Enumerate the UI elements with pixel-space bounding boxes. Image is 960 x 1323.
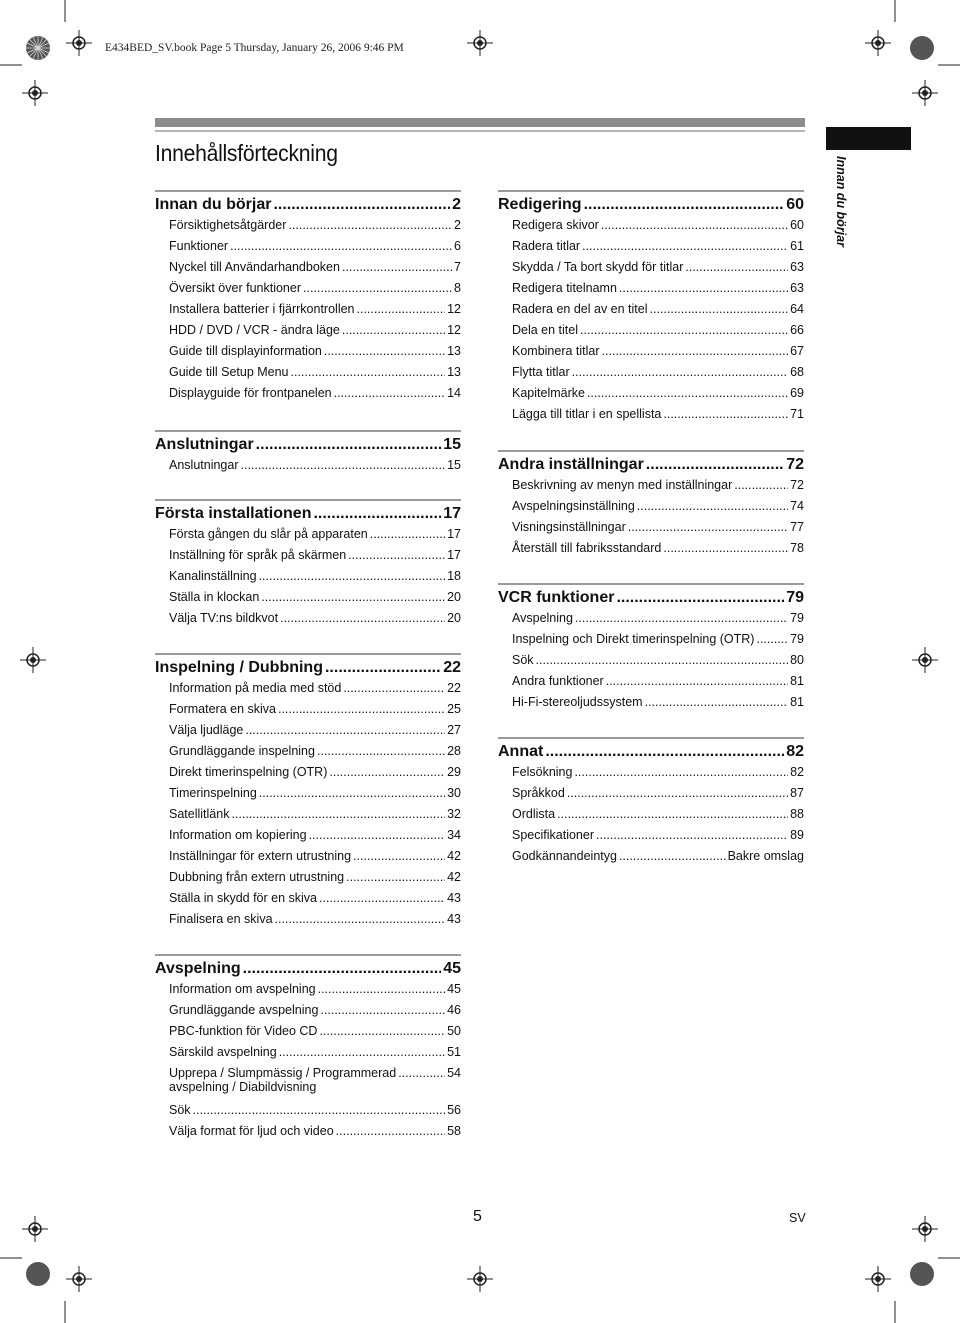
toc-item[interactable]: Kombinera titlar ..... 67 [498, 344, 804, 365]
toc-item[interactable]: PBC-funktion för Video CD ..... 50 [155, 1024, 461, 1045]
section-rule [155, 653, 461, 655]
toc-item[interactable]: Ordlista ..... 88 [498, 807, 804, 828]
toc-item[interactable]: Översikt över funktioner ..... 8 [155, 281, 461, 302]
toc-item[interactable]: Sök ..... 56 [155, 1103, 461, 1124]
toc-item[interactable]: Funktioner ..... 6 [155, 239, 461, 260]
toc-item[interactable]: Finalisera en skiva ..... 43 [155, 912, 461, 933]
toc-item[interactable]: Radera titlar ..... 61 [498, 239, 804, 260]
toc-item[interactable]: Upprepa / Slumpmässig / Programmerad avspelning / Diabildvisning ..... 54 [155, 1066, 461, 1103]
toc-item[interactable]: Andra funktioner ..... 81 [498, 674, 804, 695]
toc-item[interactable]: Dubbning från extern utrustning ..... 42 [155, 870, 461, 891]
section-heading[interactable]: Inspelning / Dubbning ..... 22 [155, 659, 461, 681]
registration-target-icon [865, 30, 891, 61]
toc-item[interactable]: Inställningar för extern utrustning ..... 42 [155, 849, 461, 870]
toc-item[interactable]: Inställning för språk på skärmen ..... 17 [155, 548, 461, 569]
section-heading[interactable]: Anslutningar ..... 15 [155, 436, 461, 458]
toc-item[interactable]: Ställa in skydd för en skiva ..... 43 [155, 891, 461, 912]
registration-circle-icon [908, 1260, 936, 1293]
toc-item[interactable]: Installera batterier i fjärrkontrollen ..... 12 [155, 302, 461, 323]
registration-circle-icon [908, 34, 936, 67]
toc-item[interactable]: Ställa in klockan ..... 20 [155, 590, 461, 611]
toc-item[interactable]: Guide till displayinformation ..... 13 [155, 344, 461, 365]
section-heading[interactable]: Redigering ..... 60 [498, 196, 804, 218]
section-heading[interactable]: Första installationen ..... 17 [155, 505, 461, 527]
registration-target-icon [66, 1266, 92, 1297]
section-rule [498, 450, 804, 452]
registration-target-icon [22, 1216, 48, 1247]
section-rule [155, 430, 461, 432]
toc-item[interactable]: Guide till Setup Menu ..... 13 [155, 365, 461, 386]
toc-item[interactable]: Avspelning ..... 79 [498, 611, 804, 632]
section-rule [155, 190, 461, 192]
toc-item[interactable]: Hi-Fi-stereoljudssystem ..... 81 [498, 695, 804, 716]
toc-section [155, 954, 461, 1145]
print-header: E434BED_SV.book Page 5 Thursday, January 26, 2006 9:46 PM [105, 42, 404, 54]
toc-item[interactable]: Lägga till titlar i en spellista ..... 71 [498, 407, 804, 428]
toc-item[interactable]: Särskild avspelning ..... 51 [155, 1045, 461, 1066]
toc-item[interactable]: Specifikationer ..... 89 [498, 828, 804, 849]
toc-item[interactable]: Skydda / Ta bort skydd för titlar ..... 63 [498, 260, 804, 281]
toc-item[interactable]: Kanalinställning ..... 18 [155, 569, 461, 590]
toc-item[interactable]: Visningsinställningar ..... 77 [498, 520, 804, 541]
toc-item[interactable]: Grundläggande inspelning ..... 28 [155, 744, 461, 765]
toc-item[interactable]: Avspelningsinställning ..... 74 [498, 499, 804, 520]
header-bar [155, 118, 805, 127]
section-heading[interactable]: Innan du börjar ..... 2 [155, 196, 461, 218]
toc-item[interactable]: Välja ljudläge ..... 27 [155, 723, 461, 744]
toc-item[interactable]: Godkännandeintyg ..... Bakre omslag [498, 849, 804, 870]
toc-item[interactable]: Felsökning ..... 82 [498, 765, 804, 786]
registration-target-icon [467, 30, 493, 61]
toc-item[interactable]: Flytta titlar ..... 68 [498, 365, 804, 386]
registration-target-icon [66, 30, 92, 61]
toc-item[interactable]: Redigera titelnamn ..... 63 [498, 281, 804, 302]
toc-item[interactable]: Välja TV:ns bildkvot ..... 20 [155, 611, 461, 632]
header-rule [155, 130, 805, 132]
page-title: Innehållsförteckning [155, 140, 338, 166]
toc-item[interactable]: Inspelning och Direkt timerinspelning (OTR) ..... 79 [498, 632, 804, 653]
toc-section [155, 499, 461, 632]
toc-item[interactable]: Redigera skivor ..... 60 [498, 218, 804, 239]
toc-item[interactable]: Anslutningar ..... 15 [155, 458, 461, 479]
toc-item[interactable]: Sök ..... 80 [498, 653, 804, 674]
section-rule [498, 583, 804, 585]
section-rule [155, 954, 461, 956]
registration-target-icon [912, 80, 938, 111]
registration-target-icon [912, 1216, 938, 1247]
toc-item[interactable]: Nyckel till Användarhandboken ..... 7 [155, 260, 461, 281]
section-rule [498, 190, 804, 192]
section-heading[interactable]: Andra inställningar ..... 72 [498, 456, 804, 478]
page-language: SV [789, 1211, 806, 1225]
toc-item[interactable]: Välja format för ljud och video ..... 58 [155, 1124, 461, 1145]
toc-item[interactable]: Försiktighetsåtgärder ..... 2 [155, 218, 461, 239]
registration-target-icon [20, 647, 46, 678]
registration-target-icon [912, 647, 938, 678]
toc-item[interactable]: Direkt timerinspelning (OTR) ..... 29 [155, 765, 461, 786]
toc-section [155, 430, 461, 479]
toc-item[interactable]: Displayguide för frontpanelen ..... 14 [155, 386, 461, 407]
registration-target-icon [865, 1266, 891, 1297]
toc-item[interactable]: Grundläggande avspelning ..... 46 [155, 1003, 461, 1024]
toc-item[interactable]: Satellitlänk ..... 32 [155, 807, 461, 828]
registration-circle-icon [24, 1260, 52, 1293]
section-rule [155, 499, 461, 501]
toc-item[interactable]: Information om avspelning ..... 45 [155, 982, 461, 1003]
side-tab-block [826, 127, 911, 150]
toc-section [498, 737, 804, 870]
side-tab-label: Innan du börjar [834, 156, 848, 247]
toc-section [498, 450, 804, 562]
toc-item[interactable]: Återställ till fabriksstandard ..... 78 [498, 541, 804, 562]
registration-circle-icon [24, 34, 52, 67]
toc-section [498, 190, 804, 428]
toc-item[interactable]: Formatera en skiva ..... 25 [155, 702, 461, 723]
toc-item[interactable]: Information om kopiering ..... 34 [155, 828, 461, 849]
toc-item[interactable]: Första gången du slår på apparaten ..... 17 [155, 527, 461, 548]
toc-item[interactable]: Radera en del av en titel ..... 64 [498, 302, 804, 323]
toc-item[interactable]: Timerinspelning ..... 30 [155, 786, 461, 807]
page-number: 5 [473, 1208, 482, 1225]
section-heading[interactable]: Annat ..... 82 [498, 743, 804, 765]
registration-target-icon [22, 80, 48, 111]
toc-section [498, 583, 804, 716]
toc-item[interactable]: Information på media med stöd ..... 22 [155, 681, 461, 702]
toc-item[interactable]: HDD / DVD / VCR - ändra läge ..... 12 [155, 323, 461, 344]
toc-item[interactable]: Beskrivning av menyn med inställningar ..... 72 [498, 478, 804, 499]
toc-section [155, 653, 461, 933]
toc-item[interactable]: Språkkod ..... 87 [498, 786, 804, 807]
registration-target-icon [467, 1266, 493, 1297]
section-rule [498, 737, 804, 739]
toc-item[interactable]: Dela en titel ..... 66 [498, 323, 804, 344]
toc-section [155, 190, 461, 407]
toc-item[interactable]: Kapitelmärke ..... 69 [498, 386, 804, 407]
section-heading[interactable]: Avspelning ..... 45 [155, 960, 461, 982]
section-heading[interactable]: VCR funktioner ..... 79 [498, 589, 804, 611]
